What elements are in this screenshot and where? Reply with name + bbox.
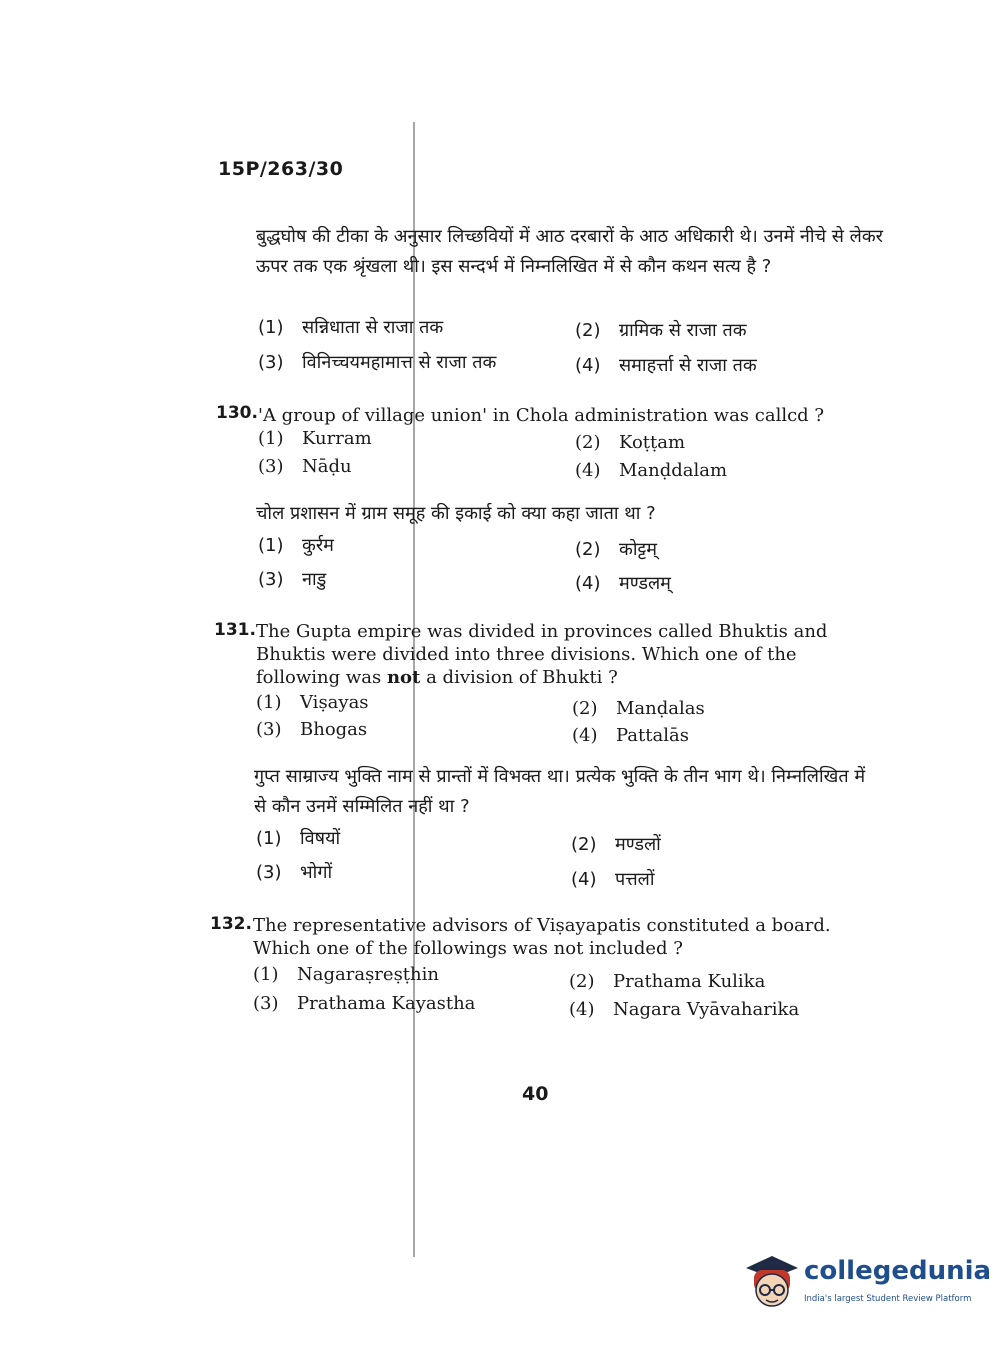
option-number: (1) (256, 828, 282, 849)
option-text: विषयों (300, 828, 341, 849)
option-text: Viṣayas (300, 692, 369, 713)
q131-hindi-stem: गुप्त साम्राज्य भुक्ति नाम से प्रान्तों में विभक्त था। प्रत्येक भुक्ति के तीन भाग थे। निम्नलिखित में से कौन उनमें सम्मिलित नहीं था ? (254, 766, 866, 817)
q130-hindi-option-4 (575, 571, 671, 595)
option-text: ग्रामिक से राजा तक (619, 320, 747, 341)
option-number: (3) (256, 719, 282, 740)
option-number: (2) (569, 971, 595, 992)
option-number: (4) (575, 355, 601, 376)
q129-hindi-option-1 (258, 315, 443, 339)
q131-stem-bold: not (386, 667, 421, 688)
option-number: (1) (258, 428, 284, 449)
option-number: (4) (572, 725, 598, 746)
q132-stem: The representative advisors of Viṣayapatis constituted a board. Which one of the followings was not included ? (253, 915, 831, 959)
q132-option-3 (253, 993, 475, 1014)
q130-option-3 (258, 456, 352, 477)
option-text: विनिच्चयमहामात्त से राजा तक (302, 352, 497, 373)
q130-hindi-stem: चोल प्रशासन में ग्राम समूह की इकाई को क्या कहा जाता था ? (256, 503, 656, 524)
q130-hindi-option-2 (575, 537, 657, 561)
option-text: Prathama Kulika (613, 971, 766, 992)
q130-stem: 'A group of village union' in Chola administration was callcd ? (258, 405, 825, 426)
mascot-icon (742, 1250, 802, 1314)
paper-code: 15P/263/30 (218, 158, 344, 180)
q131-option-3 (256, 719, 367, 740)
q131-option-1 (256, 692, 369, 713)
q129-hindi-stem: बुद्धघोष की टीका के अनुसार लिच्छवियों में आठ दरबारों के आठ अधिकारी थे। उनमें नीचे से लेकर ऊपर तक एक श्रृंखला थी। इस सन्दर्भ में निम्नलिखित में से कौन कथन सत्य है ? (256, 226, 884, 277)
q131-hindi-option-2 (571, 832, 661, 856)
q132-option-4 (569, 999, 799, 1020)
option-text: पत्तलों (615, 869, 655, 890)
option-text: Nagaraṣreṣṭhin (297, 964, 439, 985)
brand-name: collegedunia (804, 1256, 992, 1286)
option-text: समाहर्त्ता से राजा तक (619, 355, 757, 376)
option-text: Koṭṭam (619, 432, 686, 453)
option-number: (3) (258, 456, 284, 477)
option-text: भोगों (300, 862, 333, 883)
option-text: मण्डलम् (619, 573, 671, 594)
q129-hindi-option-2 (575, 318, 747, 342)
q131-stem-tail: a division of Bhukti ? (420, 667, 618, 688)
q130-hindi-option-1 (258, 533, 334, 557)
option-number: (3) (253, 993, 279, 1014)
brand-tagline: India's largest Student Review Platform (804, 1294, 972, 1304)
option-text: Pattalās (616, 725, 689, 746)
option-number: (1) (258, 535, 284, 556)
q131-hindi-option-3 (256, 860, 332, 884)
option-number: (4) (575, 573, 601, 594)
collegedunia-logo (742, 1250, 992, 1314)
option-number: (4) (571, 869, 597, 890)
q130-hindi-option-3 (258, 567, 326, 591)
option-number: (4) (575, 460, 601, 481)
q130-option-2 (575, 432, 685, 453)
q132-option-1 (253, 964, 439, 985)
q129-hindi-option-3 (258, 350, 496, 374)
option-text: कोट्टम् (619, 539, 658, 560)
option-text: Manḍdalam (619, 460, 728, 481)
option-text: कुर्रम (302, 535, 334, 556)
page-number: 40 (522, 1083, 549, 1105)
page-fold-line (413, 122, 415, 1257)
q131-hindi-option-1 (256, 826, 340, 850)
option-text: Bhogas (300, 719, 368, 740)
q132-option-2 (569, 971, 765, 992)
option-number: (4) (569, 999, 595, 1020)
option-number: (2) (571, 834, 597, 855)
q131-hindi-option-4 (571, 867, 655, 891)
q130-number: 130. (216, 403, 258, 423)
option-text: Nagara Vyāvaharika (613, 999, 800, 1020)
q131-number: 131. (214, 620, 256, 640)
option-number: (1) (256, 692, 282, 713)
option-text: Prathama Kayastha (297, 993, 476, 1014)
option-number: (2) (575, 539, 601, 560)
q130-option-1 (258, 428, 372, 449)
q131-stem-text: The Gupta empire was divided in provinces called Bhuktis and Bhuktis were divided into three divisions. Which one of the following was (256, 621, 828, 688)
option-text: Nāḍu (302, 456, 352, 477)
option-number: (2) (572, 698, 598, 719)
option-number: (2) (575, 320, 601, 341)
q129-hindi-option-4 (575, 353, 757, 377)
option-text: Manḍalas (616, 698, 705, 719)
option-text: सन्निधाता से राजा तक (302, 317, 444, 338)
option-number: (3) (256, 862, 282, 883)
option-number: (1) (258, 317, 284, 338)
option-number: (2) (575, 432, 601, 453)
option-text: Kurram (302, 428, 372, 449)
q131-stem (256, 620, 880, 689)
option-text: नाडु (302, 569, 327, 590)
q130-option-4 (575, 460, 727, 481)
option-number: (3) (258, 569, 284, 590)
option-number: (3) (258, 352, 284, 373)
option-text: मण्डलों (615, 834, 661, 855)
q132-number: 132. (210, 914, 252, 934)
option-number: (1) (253, 964, 279, 985)
q131-option-2 (572, 698, 705, 719)
q131-option-4 (572, 725, 689, 746)
